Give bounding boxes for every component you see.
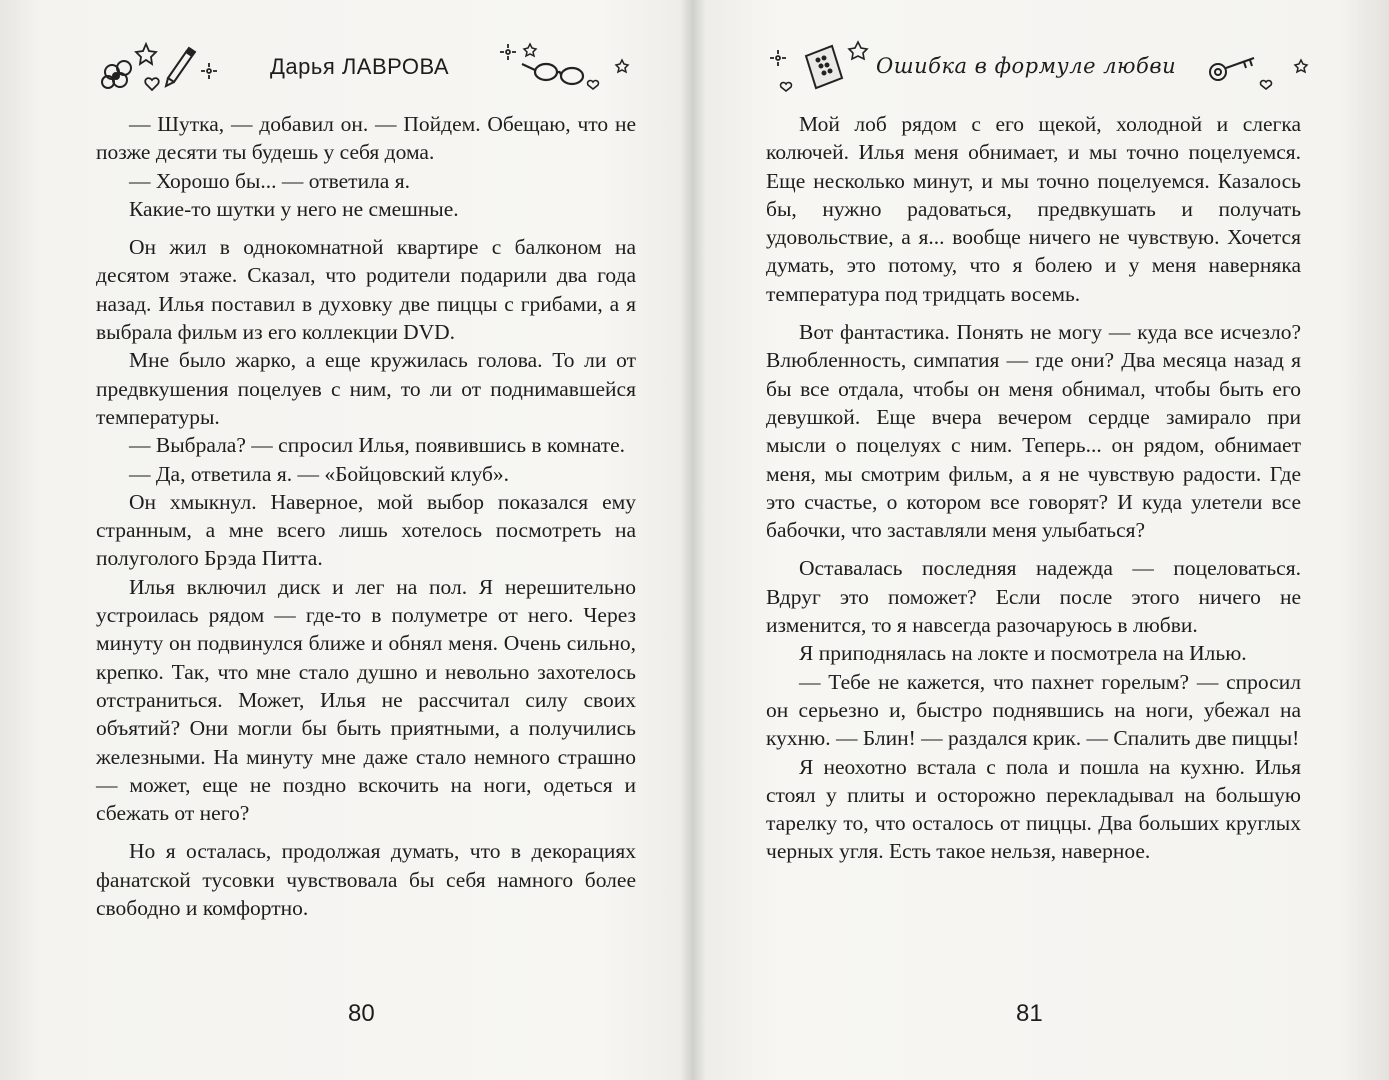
page-number-left: 80	[348, 1000, 375, 1027]
paragraph: Но я осталась, продолжая думать, что в декорациях фанатской тусовки чувствовала бы себя намного более свободно и комфортно.	[96, 839, 636, 921]
paragraph: Он хмыкнул. Наверное, мой выбор показался ему странным, а мне всего лишь хотелось посмотреть на полуголого Брэда Питта.	[96, 489, 636, 571]
star-icon	[849, 42, 867, 59]
sparkle-icon	[770, 50, 786, 66]
paragraph: — Тебе не кажется, что пахнет горелым? — спросил он серьезно и, быстро поднявшись на ноги, убежал на кухню. — Блин! — раздался крик. — Спалить две пиццы!	[766, 669, 1301, 751]
paragraph: Оставалась последняя надежда — поцеловаться. Вдруг это поможет? Если после этого ничего не изменится, то я навсегда разочаруюсь в любви.	[766, 556, 1301, 638]
left-page	[0, 0, 693, 1080]
left-page-body	[96, 110, 636, 922]
flower-icon	[102, 61, 131, 88]
heart-icon	[781, 83, 792, 91]
paragraph: Мой лоб рядом с его щекой, холодной и слегка колючей. Илья меня обнимает, и мы точно поцелуемся. Еще несколько минут, и мы точно поцелуемся. Казалось бы, нужно радоваться, предвкушать и получать удовольствие, а я... вообще ничего не чувствую. Хочется думать, это потому, что я болею и у меня наверняка температура под тридцать восемь.	[766, 112, 1301, 306]
paragraph: Вот фантастика. Понять не могу — куда все исчезло? Влюбленность, симпатия — где они? Два месяца назад я бы все отдала, чтобы он меня обнимал, чтобы быть его девушкой. Еще вчера вечером сердце замирало при мысли о поцелуях с ним. Теперь... он рядом, обнимает меня, мы смотрим фильм, а я не чувствую радости. Где это счастье, о котором все говорят? И куда улетели все бабочки, что заставляли меня улыбаться?	[766, 320, 1301, 543]
pencil-icon	[166, 48, 195, 86]
right-page-body	[766, 110, 1301, 866]
paragraph: Я неохотно встала с пола и пошла на кухню. Илья стоял у плиты и осторожно перекладывал на большую тарелку то, что осталось от пиццы. Два больших круглых черных угля. Есть такое нельзя, наверное.	[766, 754, 1301, 864]
star-icon	[1295, 60, 1307, 72]
right-page	[696, 0, 1389, 1080]
paragraph: Мне было жарко, а еще кружилась голова. То ли от предвкушения поцелуев с ним, то ли от поднимавшейся температуры.	[96, 348, 636, 429]
page-number-right: 81	[1016, 1000, 1043, 1027]
glasses-icon	[522, 64, 583, 84]
paragraph: — Хорошо бы... — ответила я.	[129, 168, 410, 193]
paragraph: Илья включил диск и лег на пол. Я нерешительно устроилась рядом — где-то в полуметре от него. Через минуту он подвинулся ближе и обнял меня. Очень сильно, крепко. Так, что мне стало душно и невольно захотелось отстраниться. Может, Илья не рассчитал силу своих объятий? Они могли бы быть приятными, а получились железными. На минуту мне даже стало немного страшно — может, еще не поздно вскочить на ноги, одеться и сбежать от него?	[96, 574, 636, 826]
heart-icon	[588, 81, 599, 89]
star-icon	[524, 44, 536, 56]
paragraph: Он жил в однокомнатной квартире с балконом на десятом этаже. Сказал, что родители подарили два года назад. Илья поставил в духовку две пиццы с грибами, а я выбрала фильм из его коллекции DVD.	[96, 235, 636, 345]
key-icon	[1210, 58, 1254, 80]
heart-icon	[1261, 81, 1272, 89]
paragraph: Я приподнялась на локте и посмотрела на Илью.	[799, 641, 1247, 666]
notebook-icon	[806, 46, 842, 88]
star-icon	[136, 44, 156, 64]
left-page-header	[90, 38, 650, 98]
right-page-header	[766, 38, 1326, 98]
sparkle-icon	[500, 44, 516, 60]
running-head-author: Дарья ЛАВРОВА	[270, 54, 450, 79]
paragraph: Какие-то шутки у него не смешные.	[129, 196, 459, 221]
sparkle-icon	[201, 63, 217, 79]
paragraph: — Шутка, — добавил он. — Пойдем. Обещаю, что не позже десяти ты будешь у себя дома.	[96, 112, 636, 165]
running-head-title: Ошибка в формуле любви	[876, 54, 1177, 78]
heart-icon	[145, 78, 159, 90]
paragraph: — Да, ответила я. — «Бойцовский клуб».	[129, 461, 510, 486]
paragraph: — Выбрала? — спросил Илья, появившись в комнате.	[129, 433, 626, 458]
star-icon	[616, 60, 628, 72]
